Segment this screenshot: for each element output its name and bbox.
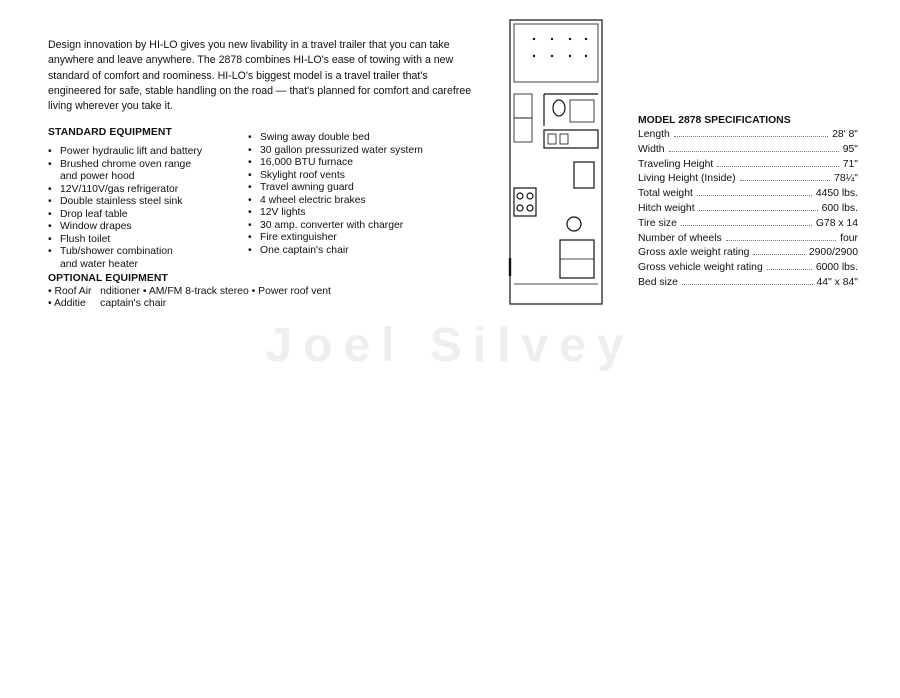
- list-item: • 12V lights: [248, 207, 423, 220]
- spec-label: Gross vehicle weight rating: [638, 262, 763, 274]
- list-item: • Travel awning guard: [248, 182, 423, 195]
- spec-row: [638, 173, 858, 188]
- spec-leader: [669, 151, 839, 152]
- spec-leader: [753, 254, 804, 255]
- watermark-text: Joel Silvey: [265, 319, 635, 372]
- list-item: • Swing away double bed: [248, 132, 423, 145]
- list-item: • Flush toilet: [48, 234, 202, 247]
- spec-value: 44" x 84": [816, 276, 858, 288]
- optional-equipment-line-1: • Roof Air nditioner • AM/FM 8-track stereo • Power roof vent: [48, 286, 331, 297]
- list-item-continuation: [48, 171, 202, 184]
- floor-plan-tub: [570, 100, 594, 122]
- spec-value: 4450 lbs.: [815, 188, 858, 200]
- spec-row: [638, 233, 858, 248]
- floor-plan-refrigerator: [574, 162, 594, 188]
- continuation-text: and power hood: [60, 171, 135, 182]
- list-item-continuation: [48, 259, 202, 272]
- floor-plan-toilet: [553, 100, 565, 116]
- spec-leader: [699, 210, 818, 211]
- spec-row: [638, 218, 858, 233]
- spec-row: [638, 262, 858, 277]
- spec-value: 71": [842, 158, 858, 170]
- spec-row: [638, 247, 858, 262]
- list-item: • Power hydraulic lift and battery: [48, 146, 202, 159]
- spec-row: [638, 277, 858, 292]
- specifications-title: MODEL 2878 SPECIFICATIONS: [638, 115, 791, 126]
- list-item: • Double stainless steel sink: [48, 196, 202, 209]
- floor-plan-bed: [514, 24, 598, 82]
- floor-plan-range: [514, 188, 536, 216]
- spec-label: Width: [638, 143, 665, 155]
- spec-value: G78 x 14: [815, 217, 858, 229]
- spec-leader: [682, 284, 813, 285]
- spec-row: [638, 144, 858, 159]
- floor-plan-diagram: [504, 14, 609, 310]
- list-item: • Fire extinguisher: [248, 232, 423, 245]
- list-item: • 16,000 BTU furnace: [248, 157, 423, 170]
- list-item: • 4 wheel electric brakes: [248, 195, 423, 208]
- spec-value: 600 lbs.: [821, 202, 858, 214]
- spec-label: Living Height (Inside): [638, 173, 736, 185]
- list-item: • Drop leaf table: [48, 209, 202, 222]
- spec-row: [638, 129, 858, 144]
- list-item: • Window drapes: [48, 221, 202, 234]
- spec-label: Length: [638, 129, 670, 140]
- spec-label: Total weight: [638, 188, 693, 200]
- spec-leader: [717, 166, 838, 167]
- specifications-table: [638, 129, 858, 292]
- spec-value: 2900/2900: [808, 247, 858, 259]
- spec-leader: [697, 195, 812, 196]
- spec-leader: [740, 180, 830, 181]
- list-item: • Brushed chrome oven range: [48, 159, 202, 172]
- list-item: • Tub/shower combination: [48, 246, 202, 259]
- standard-equipment-heading: STANDARD EQUIPMENT: [48, 127, 172, 138]
- spec-leader: [767, 269, 812, 270]
- spec-leader: [681, 225, 812, 226]
- spec-row: [638, 188, 858, 203]
- spec-value: four: [840, 232, 858, 244]
- spec-label: Bed size: [638, 276, 678, 288]
- spec-row: [638, 159, 858, 174]
- floor-plan-counter: [544, 130, 598, 148]
- list-item: • Skylight roof vents: [248, 170, 423, 183]
- spec-row: [638, 203, 858, 218]
- continuation-text: and water heater: [60, 258, 138, 270]
- spec-value: 78¼": [834, 173, 858, 185]
- list-item: • One captain's chair: [248, 245, 423, 258]
- standard-equipment-list-1: [48, 146, 202, 271]
- spec-label: Hitch weight: [638, 202, 695, 214]
- list-item: • 30 gallon pressurized water system: [248, 145, 423, 158]
- intro-paragraph: Design innovation by HI-LO gives you new livability in a travel trailer that you can take anywhere and leave anywhere. The 2878 combines HI-LO's ease of towing with a new standard of comfort and roominess. HI-LO's biggest model is a travel trailer that's engineered for safe, stable handling on the road — that's planned for comfort and carefree living wherever you take it.: [48, 39, 472, 113]
- standard-equipment-list-2: [248, 132, 423, 257]
- spec-leader: [726, 240, 836, 241]
- optional-equipment-heading: OPTIONAL EQUIPMENT: [48, 273, 168, 284]
- spec-value: 6000 lbs.: [815, 262, 858, 274]
- spec-label: Number of wheels: [638, 232, 722, 244]
- list-item: • 12V/110V/gas refrigerator: [48, 184, 202, 197]
- spec-label: Traveling Height: [638, 158, 714, 170]
- floor-plan-chair: [567, 217, 581, 231]
- spec-value: 95": [842, 143, 858, 155]
- list-item: • 30 amp. converter with charger: [248, 220, 423, 233]
- spec-leader: [674, 136, 828, 137]
- optional-equipment-line-2: • Additie captain's chair: [48, 298, 167, 309]
- spec-value: 28' 8": [832, 129, 858, 140]
- spec-label: Gross axle weight rating: [638, 247, 750, 259]
- spec-label: Tire size: [638, 217, 677, 229]
